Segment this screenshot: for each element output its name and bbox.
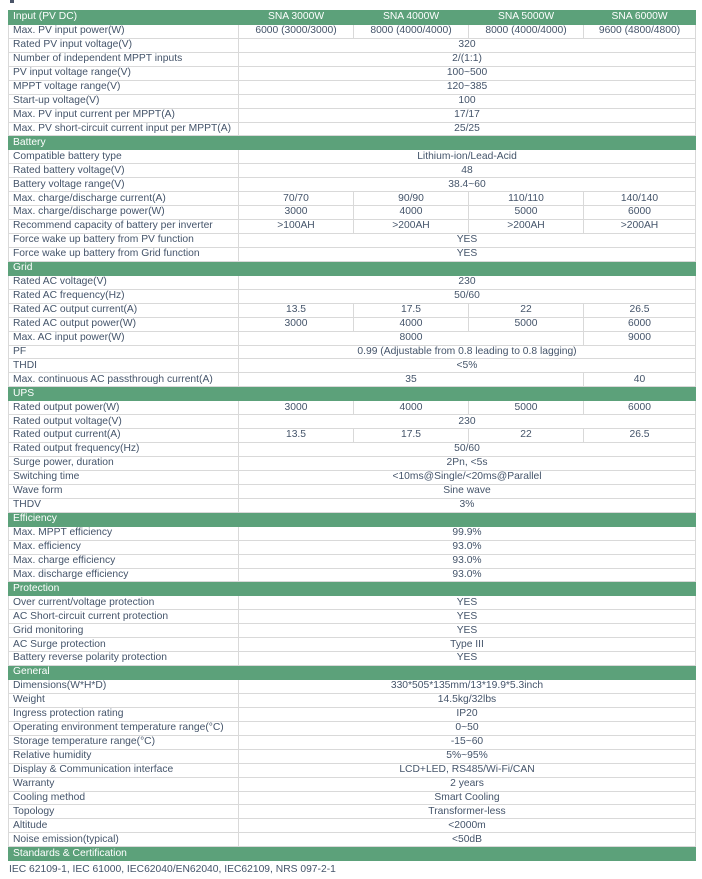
spec-label: PF	[9, 345, 239, 359]
spec-row-thdv	[9, 498, 696, 512]
spec-value: 5%~95%	[239, 749, 696, 763]
spec-label: Altitude	[9, 819, 239, 833]
spec-row-pf	[9, 345, 696, 359]
spec-label: Operating environment temperature range(°C)	[9, 721, 239, 735]
section-title: Efficiency	[9, 512, 696, 526]
spec-label: Rated AC output current(A)	[9, 303, 239, 317]
spec-value: 5000	[469, 317, 584, 331]
spec-value: 8000 (4000/4000)	[354, 24, 469, 38]
spec-value: 3000	[239, 317, 354, 331]
spec-row-max-charge-efficiency	[9, 554, 696, 568]
section-header-ups	[9, 387, 696, 401]
spec-label: Start-up voltage(V)	[9, 94, 239, 108]
spec-label: Switching time	[9, 470, 239, 484]
spec-row-rated-output-current-a	[9, 429, 696, 443]
spec-value: 48	[239, 164, 696, 178]
spec-value: YES	[239, 234, 696, 248]
spec-label: Battery reverse polarity protection	[9, 652, 239, 666]
spec-label: Dimensions(W*H*D)	[9, 680, 239, 694]
spec-row-rated-output-voltage-v	[9, 415, 696, 429]
spec-value: 26.5	[584, 429, 696, 443]
section-title: Battery	[9, 136, 696, 150]
spec-value: 3%	[239, 498, 696, 512]
spec-label: Force wake up battery from Grid function	[9, 247, 239, 261]
spec-row-max-continuous-ac-passthrough-current-a	[9, 373, 696, 387]
spec-row-rated-pv-input-voltage-v	[9, 38, 696, 52]
spec-row-storage-temperature-range-c	[9, 735, 696, 749]
spec-row-battery-voltage-range-v	[9, 178, 696, 192]
spec-label: Max. PV input power(W)	[9, 24, 239, 38]
spec-row-pv-input-voltage-range-v	[9, 66, 696, 80]
spec-value: 6000	[584, 206, 696, 220]
spec-row-force-wake-up-battery-from-pv-function	[9, 234, 696, 248]
spec-value: 100~500	[239, 66, 696, 80]
spec-label: Max. continuous AC passthrough current(A)	[9, 373, 239, 387]
spec-label: Max. charge/discharge current(A)	[9, 192, 239, 206]
spec-label: Max. MPPT efficiency	[9, 526, 239, 540]
spec-label: Max. discharge efficiency	[9, 568, 239, 582]
spec-value: 40	[584, 373, 696, 387]
model-column-header: SNA 3000W	[239, 11, 354, 25]
section-title: Protection	[9, 582, 696, 596]
spec-row-max-pv-input-current-per-mppt-a	[9, 108, 696, 122]
spec-label: Max. AC input power(W)	[9, 331, 239, 345]
spec-value: 9600 (4800/4800)	[584, 24, 696, 38]
section-header-general	[9, 666, 696, 680]
spec-label: Max. PV short-circuit current input per MPPT(A)	[9, 122, 239, 136]
spec-row-noise-emission-typical	[9, 833, 696, 847]
spec-label: Rated AC voltage(V)	[9, 275, 239, 289]
spec-value: LCD+LED, RS485/Wi-Fi/CAN	[239, 763, 696, 777]
spec-row-ingress-protection-rating	[9, 707, 696, 721]
spec-label: MPPT voltage range(V)	[9, 80, 239, 94]
spec-value: 3000	[239, 206, 354, 220]
spec-label: PV input voltage range(V)	[9, 66, 239, 80]
spec-value: 230	[239, 415, 696, 429]
spec-value: 50/60	[239, 443, 696, 457]
section-title: General	[9, 666, 696, 680]
spec-label: Rated battery voltage(V)	[9, 164, 239, 178]
spec-label: Rated output power(W)	[9, 401, 239, 415]
spec-label: Rated output voltage(V)	[9, 415, 239, 429]
spec-label: AC Short-circuit current protection	[9, 610, 239, 624]
spec-label: Rated PV input voltage(V)	[9, 38, 239, 52]
spec-value: 26.5	[584, 303, 696, 317]
spec-value: 25/25	[239, 122, 696, 136]
spec-label: Ingress protection rating	[9, 707, 239, 721]
spec-value: 17.5	[354, 429, 469, 443]
spec-row-cooling-method	[9, 791, 696, 805]
spec-label: Max. efficiency	[9, 540, 239, 554]
spec-value: 2/(1:1)	[239, 52, 696, 66]
section-header-grid	[9, 261, 696, 275]
spec-row-switching-time	[9, 470, 696, 484]
spec-value: Lithium-ion/Lead-Acid	[239, 150, 696, 164]
spec-label: Relative humidity	[9, 749, 239, 763]
spec-label: Rated AC frequency(Hz)	[9, 289, 239, 303]
spec-value: YES	[239, 610, 696, 624]
model-column-header: SNA 5000W	[469, 11, 584, 25]
spec-row-rated-ac-output-power-w	[9, 317, 696, 331]
spec-value: 22	[469, 429, 584, 443]
model-column-header: SNA 4000W	[354, 11, 469, 25]
spec-value: 320	[239, 38, 696, 52]
spec-row-ac-short-circuit-current-protection	[9, 610, 696, 624]
spec-value: YES	[239, 247, 696, 261]
spec-row-rated-ac-frequency-hz	[9, 289, 696, 303]
spec-row-max-ac-input-power-w	[9, 331, 696, 345]
spec-row-max-charge-discharge-power-w	[9, 206, 696, 220]
spec-row-battery-reverse-polarity-protection	[9, 652, 696, 666]
spec-value: 50/60	[239, 289, 696, 303]
spec-value: 140/140	[584, 192, 696, 206]
spec-value: Type III	[239, 638, 696, 652]
spec-value: <50dB	[239, 833, 696, 847]
spec-label: Weight	[9, 693, 239, 707]
spec-label: Max. charge efficiency	[9, 554, 239, 568]
spec-value: 4000	[354, 401, 469, 415]
spec-label: Rated AC output power(W)	[9, 317, 239, 331]
spec-value: 22	[469, 303, 584, 317]
spec-value: Transformer-less	[239, 805, 696, 819]
spec-value: 0~50	[239, 721, 696, 735]
spec-value: 110/110	[469, 192, 584, 206]
spec-row-wave-form	[9, 484, 696, 498]
spec-label: THDV	[9, 498, 239, 512]
spec-value: -15~60	[239, 735, 696, 749]
spec-value: 8000	[239, 331, 584, 345]
spec-label: Recommend capacity of battery per inverter	[9, 220, 239, 234]
spec-label: THDI	[9, 359, 239, 373]
spec-value: 0.99 (Adjustable from 0.8 leading to 0.8 lagging)	[239, 345, 696, 359]
spec-row-relative-humidity	[9, 749, 696, 763]
model-column-header: SNA 6000W	[584, 11, 696, 25]
spec-value: >100AH	[239, 220, 354, 234]
spec-table	[8, 10, 696, 861]
spec-value: 35	[239, 373, 584, 387]
spec-value: 2Pn, <5s	[239, 457, 696, 471]
spec-value: 4000	[354, 206, 469, 220]
spec-label: Max. PV input current per MPPT(A)	[9, 108, 239, 122]
spec-row-rated-output-frequency-hz	[9, 443, 696, 457]
spec-row-max-pv-short-circuit-current-input-per-mppt-a	[9, 122, 696, 136]
spec-row-display-communication-interface	[9, 763, 696, 777]
spec-row-over-current-voltage-protection	[9, 596, 696, 610]
spec-value: <10ms@Single/<20ms@Parallel	[239, 470, 696, 484]
section-header-battery	[9, 136, 696, 150]
spec-value: 2 years	[239, 777, 696, 791]
spec-value: 8000 (4000/4000)	[469, 24, 584, 38]
section-title: Input (PV DC)	[9, 11, 239, 25]
spec-row-start-up-voltage-v	[9, 94, 696, 108]
spec-label: Wave form	[9, 484, 239, 498]
spec-value: 13.5	[239, 429, 354, 443]
spec-label: Warranty	[9, 777, 239, 791]
spec-value: <2000m	[239, 819, 696, 833]
spec-row-max-pv-input-power-w	[9, 24, 696, 38]
spec-label: Surge power, duration	[9, 457, 239, 471]
spec-row-ac-surge-protection	[9, 638, 696, 652]
spec-row-altitude	[9, 819, 696, 833]
section-title: Standards & Certification	[9, 847, 696, 861]
spec-value: 330*505*135mm/13*19.9*5.3inch	[239, 680, 696, 694]
spec-row-mppt-voltage-range-v	[9, 80, 696, 94]
spec-value: >200AH	[469, 220, 584, 234]
spec-label: Max. charge/discharge power(W)	[9, 206, 239, 220]
spec-value: 120~385	[239, 80, 696, 94]
spec-row-surge-power-duration	[9, 457, 696, 471]
spec-value: 6000 (3000/3000)	[239, 24, 354, 38]
section-title: Grid	[9, 261, 696, 275]
spec-label: Compatible battery type	[9, 150, 239, 164]
spec-label: Force wake up battery from PV function	[9, 234, 239, 248]
spec-value: 99.9%	[239, 526, 696, 540]
spec-row-max-charge-discharge-current-a	[9, 192, 696, 206]
spec-label: Cooling method	[9, 791, 239, 805]
spec-value: >200AH	[584, 220, 696, 234]
spec-label: Rated output current(A)	[9, 429, 239, 443]
spec-row-dimensions-w-h-d	[9, 680, 696, 694]
spec-row-grid-monitoring	[9, 624, 696, 638]
spec-row-topology	[9, 805, 696, 819]
section-header-efficiency	[9, 512, 696, 526]
spec-value: 93.0%	[239, 554, 696, 568]
spec-value: 93.0%	[239, 568, 696, 582]
spec-value: 17/17	[239, 108, 696, 122]
spec-row-recommend-capacity-of-battery-per-inverter	[9, 220, 696, 234]
spec-row-thdi	[9, 359, 696, 373]
spec-row-rated-ac-voltage-v	[9, 275, 696, 289]
spec-row-operating-environment-temperature-range-c	[9, 721, 696, 735]
spec-value: 9000	[584, 331, 696, 345]
spec-label: Display & Communication interface	[9, 763, 239, 777]
spec-label: Grid monitoring	[9, 624, 239, 638]
spec-value: >200AH	[354, 220, 469, 234]
spec-label: Battery voltage range(V)	[9, 178, 239, 192]
spec-value: YES	[239, 596, 696, 610]
spec-label: Rated output frequency(Hz)	[9, 443, 239, 457]
section-header-protection	[9, 582, 696, 596]
spec-label: Storage temperature range(°C)	[9, 735, 239, 749]
spec-value: YES	[239, 624, 696, 638]
spec-row-rated-battery-voltage-v	[9, 164, 696, 178]
spec-value: 3000	[239, 401, 354, 415]
spec-row-max-discharge-efficiency	[9, 568, 696, 582]
section-header-standards-certification	[9, 847, 696, 861]
certifications-text: IEC 62109-1, IEC 61000, IEC62040/EN62040, IEC62109, NRS 097-2-1	[9, 864, 336, 876]
section-title: UPS	[9, 387, 696, 401]
spec-value: 6000	[584, 317, 696, 331]
spec-value: YES	[239, 652, 696, 666]
spec-value: 13.5	[239, 303, 354, 317]
spec-label: Number of independent MPPT inputs	[9, 52, 239, 66]
spec-value: IP20	[239, 707, 696, 721]
spec-value: Smart Cooling	[239, 791, 696, 805]
spec-value: <5%	[239, 359, 696, 373]
spec-value: 230	[239, 275, 696, 289]
spec-label: AC Surge protection	[9, 638, 239, 652]
spec-value: 5000	[469, 401, 584, 415]
spec-row-rated-output-power-w	[9, 401, 696, 415]
spec-value: 70/70	[239, 192, 354, 206]
spec-value: Sine wave	[239, 484, 696, 498]
spec-row-weight	[9, 693, 696, 707]
spec-value: 93.0%	[239, 540, 696, 554]
spec-row-rated-ac-output-current-a	[9, 303, 696, 317]
spec-row-warranty	[9, 777, 696, 791]
cropped-text-artifact	[10, 0, 14, 3]
spec-row-force-wake-up-battery-from-grid-function	[9, 247, 696, 261]
spec-value: 6000	[584, 401, 696, 415]
spec-label: Over current/voltage protection	[9, 596, 239, 610]
section-header-input-pv-dc	[9, 11, 696, 25]
spec-value: 38.4~60	[239, 178, 696, 192]
spec-value: 14.5kg/32lbs	[239, 693, 696, 707]
spec-row-number-of-independent-mppt-inputs	[9, 52, 696, 66]
spec-value: 90/90	[354, 192, 469, 206]
spec-label: Noise emission(typical)	[9, 833, 239, 847]
spec-value: 17.5	[354, 303, 469, 317]
spec-row-compatible-battery-type	[9, 150, 696, 164]
spec-value: 5000	[469, 206, 584, 220]
spec-label: Topology	[9, 805, 239, 819]
spec-row-max-mppt-efficiency	[9, 526, 696, 540]
spec-value: 4000	[354, 317, 469, 331]
spec-row-max-efficiency	[9, 540, 696, 554]
spec-value: 100	[239, 94, 696, 108]
